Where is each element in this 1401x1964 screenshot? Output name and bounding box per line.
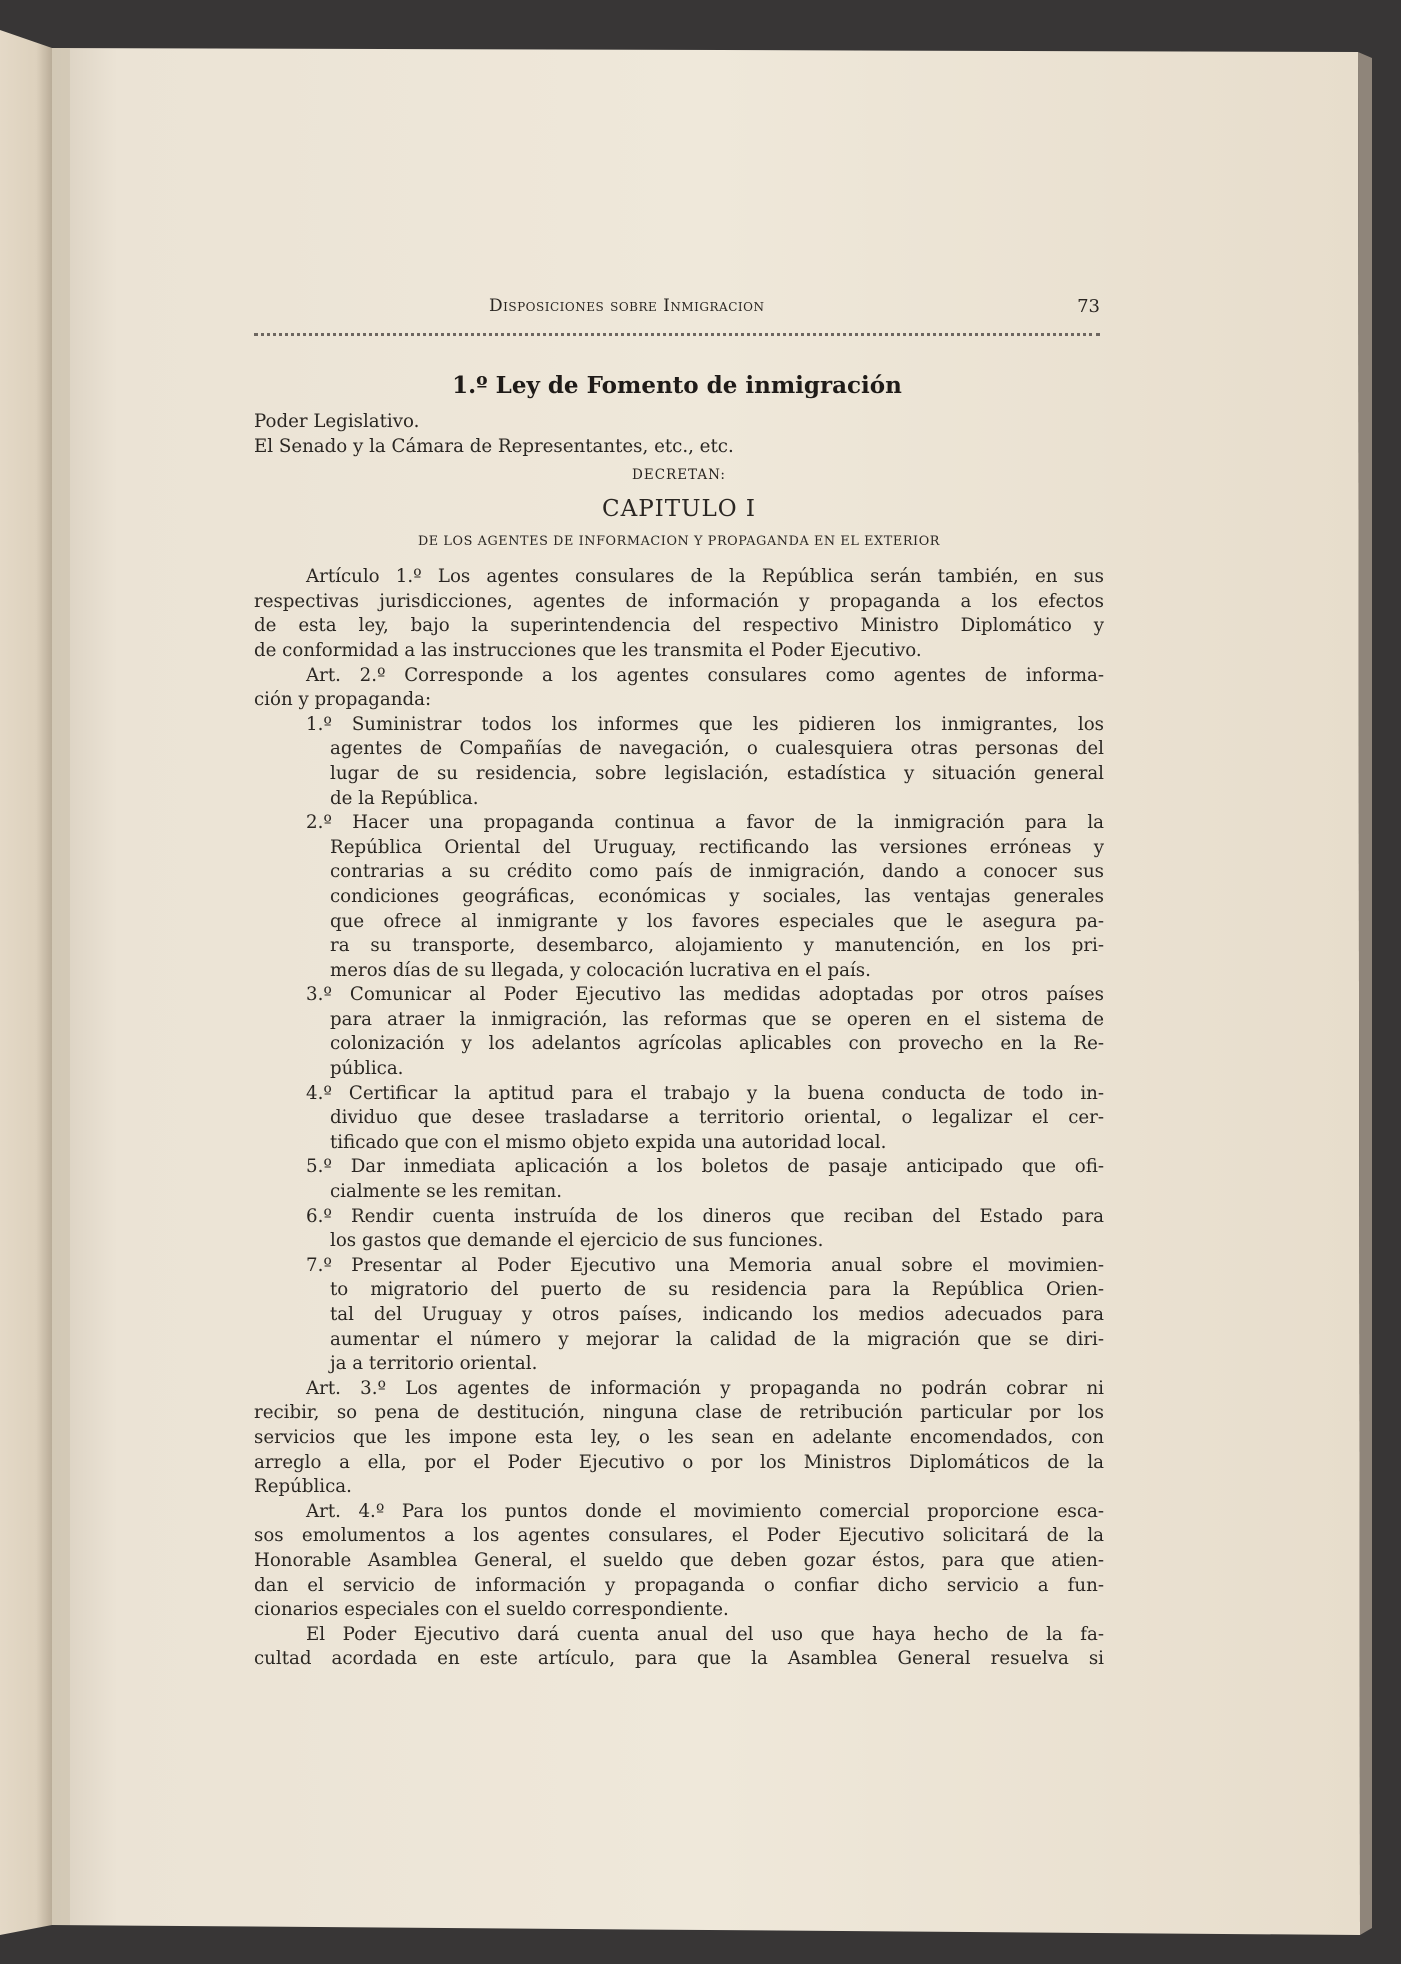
text-line: Honorable Asamblea General, el sueldo que deben gozar éstos, para que atien- xyxy=(254,1549,1104,1571)
text-line: agentes de Compañías de navegación, o cualesquiera otras personas del xyxy=(330,738,1104,760)
text-line: contrarias a su crédito como país de inmigración, dando a conocer sus xyxy=(330,861,1104,883)
text-line: cionarios especiales con el sueldo correspondiente. xyxy=(254,1599,729,1621)
chapter-heading: CAPITULO I xyxy=(601,496,757,523)
gutter-shadow xyxy=(52,48,70,1925)
text-line: de la República. xyxy=(330,787,479,809)
text-line: cialmente se les remitan. xyxy=(330,1181,562,1203)
text-line: sos emolumentos a los agentes consulares, el Poder Ejecutivo solicitará de la xyxy=(254,1525,1104,1547)
text-line: tal del Uruguay y otros países, indicando los medios adecuados para xyxy=(330,1304,1104,1325)
text-line: to migratorio del puerto de su residencia para la República Orien- xyxy=(330,1279,1104,1301)
text-line: República Oriental del Uruguay, rectificando las versiones erróneas y xyxy=(330,836,1104,858)
text-line: ja a territorio oriental. xyxy=(330,1353,538,1375)
preamble-line: El Senado y la Cámara de Representantes, etc., etc. xyxy=(254,435,734,457)
text-line: El Poder Ejecutivo dará cuenta anual del uso que haya hecho de la fa- xyxy=(306,1623,1104,1645)
text-line: pública. xyxy=(330,1058,404,1080)
body-text xyxy=(254,410,1104,1672)
page-edge-shadow xyxy=(1358,52,1372,1935)
text-line: Artículo 1.º Los agentes consulares de la República serán también, en sus xyxy=(306,566,1104,588)
text-line: servicios que les impone esta ley, o les sean en adelante encomendados, con xyxy=(254,1426,1104,1448)
text-line: recibir, so pena de destitución, ninguna clase de retribución particular por los xyxy=(254,1402,1104,1424)
text-line: aumentar el número y mejorar la calidad de la migración que se diri- xyxy=(330,1328,1104,1350)
text-line: República. xyxy=(254,1476,352,1498)
text-line: los gastos que demande el ejercicio de sus funciones. xyxy=(330,1230,824,1252)
page-number: 73 xyxy=(1077,296,1100,317)
text-line: Art. 2.º Corresponde a los agentes consulares como agentes de informa- xyxy=(306,664,1104,686)
running-title: Disposiciones sobre Inmigracion xyxy=(489,296,765,316)
running-head xyxy=(254,296,1100,322)
text-line: 6.º Rendir cuenta instruída de los dineros que reciban del Estado para xyxy=(306,1205,1104,1227)
text-line: meros días de su llegada, y colocación lucrativa en el país. xyxy=(330,959,871,981)
text-line: condiciones geográficas, económicas y sociales, las ventajas generales xyxy=(330,885,1104,907)
text-line: cultad acordada en este artículo, para que la Asamblea General resuelva si xyxy=(254,1648,1104,1670)
preamble-line: Poder Legislativo. xyxy=(254,411,420,432)
text-line: 4.º Certificar la aptitud para el trabajo y la buena conducta de todo in- xyxy=(306,1082,1104,1104)
text-line: de esta ley, bajo la superintendencia del respectivo Ministro Diplomático y xyxy=(254,615,1104,637)
text-line: ra su transporte, desembarco, alojamiento y manutención, en los pri- xyxy=(330,935,1104,957)
text-line: tificado que con el mismo objeto expida una autoridad local. xyxy=(330,1131,887,1153)
text-line: de conformidad a las instrucciones que les transmita el Poder Ejecutivo. xyxy=(254,639,922,661)
left-page-edge xyxy=(0,30,52,1935)
law-title: 1.º Ley de Fomento de inmigración xyxy=(452,372,902,399)
text-line: 7.º Presentar al Poder Ejecutivo una Memoria anual sobre el movimien- xyxy=(306,1254,1104,1276)
text-line: 2.º Hacer una propaganda continua a favor de la inmigración para la xyxy=(306,812,1104,834)
text-line: lugar de su residencia, sobre legislación, estadística y situación general xyxy=(330,762,1104,784)
header-dotted-rule xyxy=(254,333,1100,336)
text-line: Art. 3.º Los agentes de información y propaganda no podrán cobrar ni xyxy=(306,1377,1104,1399)
text-line: para atraer la inmigración, las reformas que se operen en el sistema de xyxy=(330,1008,1104,1030)
text-line: 5.º Dar inmediata aplicación a los boletos de pasaje anticipado que ofi- xyxy=(306,1156,1104,1178)
decretan-heading: DECRETAN: xyxy=(632,467,726,484)
text-line: colonización y los adelantos agrícolas aplicables con provecho en la Re- xyxy=(330,1033,1104,1055)
text-line: respectivas jurisdicciones, agentes de información y propaganda a los efectos xyxy=(254,590,1104,612)
text-line: dan el servicio de información y propaganda o confiar dicho servicio a fun- xyxy=(254,1574,1104,1596)
chapter-subtitle: DE LOS AGENTES DE INFORMACION Y PROPAGANDA EN EL EXTERIOR xyxy=(417,534,941,550)
text-line: 3.º Comunicar al Poder Ejecutivo las medidas adoptadas por otros países xyxy=(306,984,1104,1006)
text-line: 1.º Suministrar todos los informes que les pidieren los inmigrantes, los xyxy=(306,713,1104,735)
text-line: dividuo que desee trasladarse a territorio oriental, o legalizar el cer- xyxy=(330,1107,1104,1129)
text-line: ción y propaganda: xyxy=(254,689,432,711)
text-line: que ofrece al inmigrante y los favores especiales que le asegura pa- xyxy=(330,910,1104,932)
text-line: Art. 4.º Para los puntos donde el movimiento comercial proporcione esca- xyxy=(306,1500,1104,1522)
text-line: arreglo a ella, por el Poder Ejecutivo o por los Ministros Diplomáticos de la xyxy=(254,1451,1104,1473)
